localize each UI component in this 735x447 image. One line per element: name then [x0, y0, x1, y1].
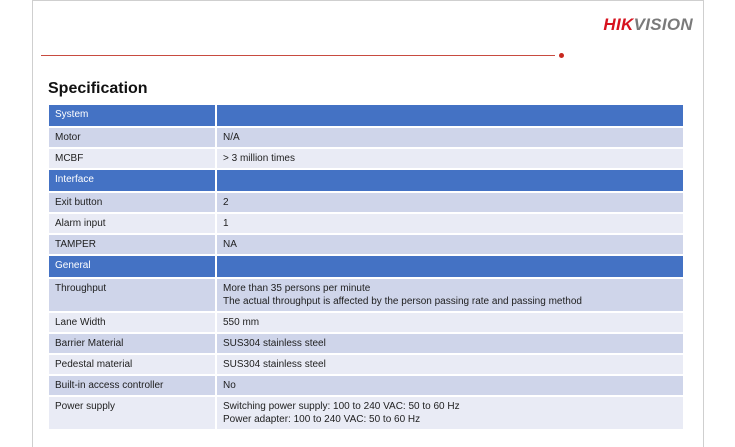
spec-row — [48, 127, 684, 148]
spec-value — [216, 213, 684, 234]
spec-value-line: NA — [223, 239, 237, 250]
spec-row — [48, 375, 684, 396]
spec-label: Barrier Material — [48, 333, 216, 354]
spec-value — [216, 312, 684, 333]
spec-value-line: Switching power supply: 100 to 240 VAC: 50 to 60 Hz — [223, 401, 460, 412]
spec-row — [48, 278, 684, 312]
spec-row — [48, 192, 684, 213]
spec-value-line: 550 mm — [223, 317, 260, 328]
spec-value — [216, 127, 684, 148]
spec-value — [216, 192, 684, 213]
spec-table — [47, 103, 685, 431]
spec-value — [216, 148, 684, 169]
spec-label: Exit button — [48, 192, 216, 213]
spec-value — [216, 375, 684, 396]
spec-value-line: > 3 million times — [223, 153, 295, 164]
spec-value — [216, 278, 684, 312]
slide — [32, 0, 704, 447]
spec-value-line: More than 35 persons per minute — [223, 283, 371, 294]
section-header-blank — [216, 104, 684, 127]
header-rule — [41, 55, 555, 56]
spec-row — [48, 234, 684, 255]
spec-value-line: SUS304 stainless steel — [223, 338, 326, 349]
spec-label: Throughput — [48, 278, 216, 312]
spec-value-line: Power adapter: 100 to 240 VAC: 50 to 60 Hz — [223, 414, 421, 425]
spec-value — [216, 396, 684, 430]
spec-value-line: SUS304 stainless steel — [223, 359, 326, 370]
spec-label: Alarm input — [48, 213, 216, 234]
spec-label: MCBF — [48, 148, 216, 169]
spec-value — [216, 333, 684, 354]
spec-label: Power supply — [48, 396, 216, 430]
section-header-row — [48, 169, 684, 192]
section-header-label: Interface — [48, 169, 216, 192]
spec-label: Lane Width — [48, 312, 216, 333]
page-title: Specification — [48, 80, 148, 97]
section-header-label: General — [48, 255, 216, 278]
spec-table-body — [48, 104, 684, 430]
logo-hik: HIK — [603, 15, 634, 34]
spec-value-line: 2 — [223, 197, 229, 208]
spec-value-line: No — [223, 380, 236, 391]
spec-label: Pedestal material — [48, 354, 216, 375]
spec-row — [48, 312, 684, 333]
spec-value — [216, 234, 684, 255]
spec-label: Built-in access controller — [48, 375, 216, 396]
spec-label: TAMPER — [48, 234, 216, 255]
section-header-blank — [216, 169, 684, 192]
spec-value — [216, 354, 684, 375]
hikvision-logo — [603, 15, 693, 35]
spec-row — [48, 148, 684, 169]
spec-row — [48, 354, 684, 375]
spec-label: Motor — [48, 127, 216, 148]
spec-row — [48, 396, 684, 430]
header-rule-dot — [559, 53, 564, 58]
spec-value-line: The actual throughput is affected by the person passing rate and passing method — [223, 296, 582, 307]
section-header-row — [48, 255, 684, 278]
section-header-label: System — [48, 104, 216, 127]
spec-row — [48, 333, 684, 354]
spec-row — [48, 213, 684, 234]
section-header-row — [48, 104, 684, 127]
logo-vision: VISION — [633, 15, 693, 34]
section-header-blank — [216, 255, 684, 278]
spec-value-line: N/A — [223, 132, 240, 143]
spec-value-line: 1 — [223, 218, 229, 229]
